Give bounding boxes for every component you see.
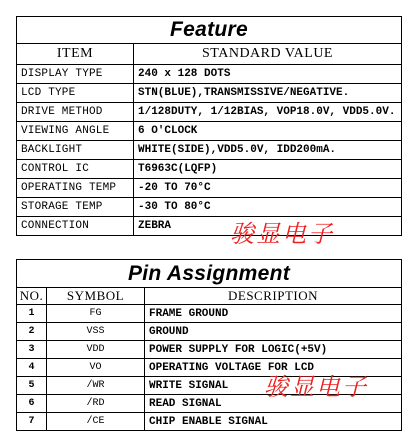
pin-header-symbol: SYMBOL <box>47 288 145 305</box>
feature-item-value: T6963C(LQFP) <box>134 160 402 179</box>
feature-row-viewing-angle <box>17 122 402 141</box>
pin-header-no: NO. <box>17 288 47 305</box>
pin-assignment-table <box>16 259 402 431</box>
feature-item-label: CONTROL IC <box>17 160 134 179</box>
feature-item-label: STORAGE TEMP <box>17 198 134 217</box>
pin-title-row <box>17 260 402 288</box>
pin-row <box>17 341 402 359</box>
pin-symbol: VSS <box>47 323 145 341</box>
feature-item-label: VIEWING ANGLE <box>17 122 134 141</box>
pin-description: FRAME GROUND <box>145 305 402 323</box>
feature-item-value: -30 TO 80°C <box>134 198 402 217</box>
pin-row <box>17 395 402 413</box>
pin-description: CHIP ENABLE SIGNAL <box>145 413 402 431</box>
pin-symbol: /WR <box>47 377 145 395</box>
feature-row-storage-temp <box>17 198 402 217</box>
pin-symbol: /CE <box>47 413 145 431</box>
feature-item-value: 240 x 128 DOTS <box>134 65 402 84</box>
feature-header-item: ITEM <box>17 44 134 65</box>
feature-table <box>16 16 402 236</box>
pin-row <box>17 323 402 341</box>
feature-row-backlight <box>17 141 402 160</box>
pin-description: POWER SUPPLY FOR LOGIC(+5V) <box>145 341 402 359</box>
pin-symbol: VDD <box>47 341 145 359</box>
watermark-text: 骏显电子 <box>230 220 334 248</box>
feature-item-label: BACKLIGHT <box>17 141 134 160</box>
pin-number: 3 <box>17 341 47 359</box>
pin-header-row <box>17 288 402 305</box>
feature-item-value: ZEBRA <box>134 217 402 236</box>
feature-item-value: WHITE(SIDE),VDD5.0V, IDD200mA. <box>134 141 402 160</box>
watermark-text: 骏显电子 <box>264 373 368 401</box>
feature-item-value: STN(BLUE),TRANSMISSIVE/NEGATIVE. <box>134 84 402 103</box>
pin-number: 1 <box>17 305 47 323</box>
feature-item-label: DRIVE METHOD <box>17 103 134 122</box>
feature-item-value: -20 TO 70°C <box>134 179 402 198</box>
pin-number: 4 <box>17 359 47 377</box>
feature-item-label: DISPLAY TYPE <box>17 65 134 84</box>
pin-description: READ SIGNAL <box>145 395 402 413</box>
feature-item-label: LCD TYPE <box>17 84 134 103</box>
pin-row <box>17 359 402 377</box>
pin-symbol: /RD <box>47 395 145 413</box>
pin-description: GROUND <box>145 323 402 341</box>
feature-row-operating-temp <box>17 179 402 198</box>
pin-symbol: VO <box>47 359 145 377</box>
feature-title: Feature <box>17 17 402 44</box>
feature-row-connection <box>17 217 402 236</box>
feature-header-row <box>17 44 402 65</box>
feature-item-label: CONNECTION <box>17 217 134 236</box>
pin-row <box>17 305 402 323</box>
pin-description: OPERATING VOLTAGE FOR LCD <box>145 359 402 377</box>
pin-assignment-title: Pin Assignment <box>17 260 402 288</box>
feature-row-drive-method <box>17 103 402 122</box>
pin-row <box>17 377 402 395</box>
pin-symbol: FG <box>47 305 145 323</box>
feature-item-value: 1/128DUTY, 1/12BIAS, VOP18.0V, VDD5.0V. <box>134 103 402 122</box>
pin-description: WRITE SIGNAL <box>145 377 402 395</box>
pin-number: 7 <box>17 413 47 431</box>
pin-number: 5 <box>17 377 47 395</box>
feature-item-value: 6 O'CLOCK <box>134 122 402 141</box>
feature-title-row <box>17 17 402 44</box>
feature-row-display-type <box>17 65 402 84</box>
feature-row-control-ic <box>17 160 402 179</box>
feature-header-standard-value: STANDARD VALUE <box>134 44 402 65</box>
pin-number: 2 <box>17 323 47 341</box>
pin-number: 6 <box>17 395 47 413</box>
pin-header-description: DESCRIPTION <box>145 288 402 305</box>
feature-item-label: OPERATING TEMP <box>17 179 134 198</box>
feature-row-lcd-type <box>17 84 402 103</box>
